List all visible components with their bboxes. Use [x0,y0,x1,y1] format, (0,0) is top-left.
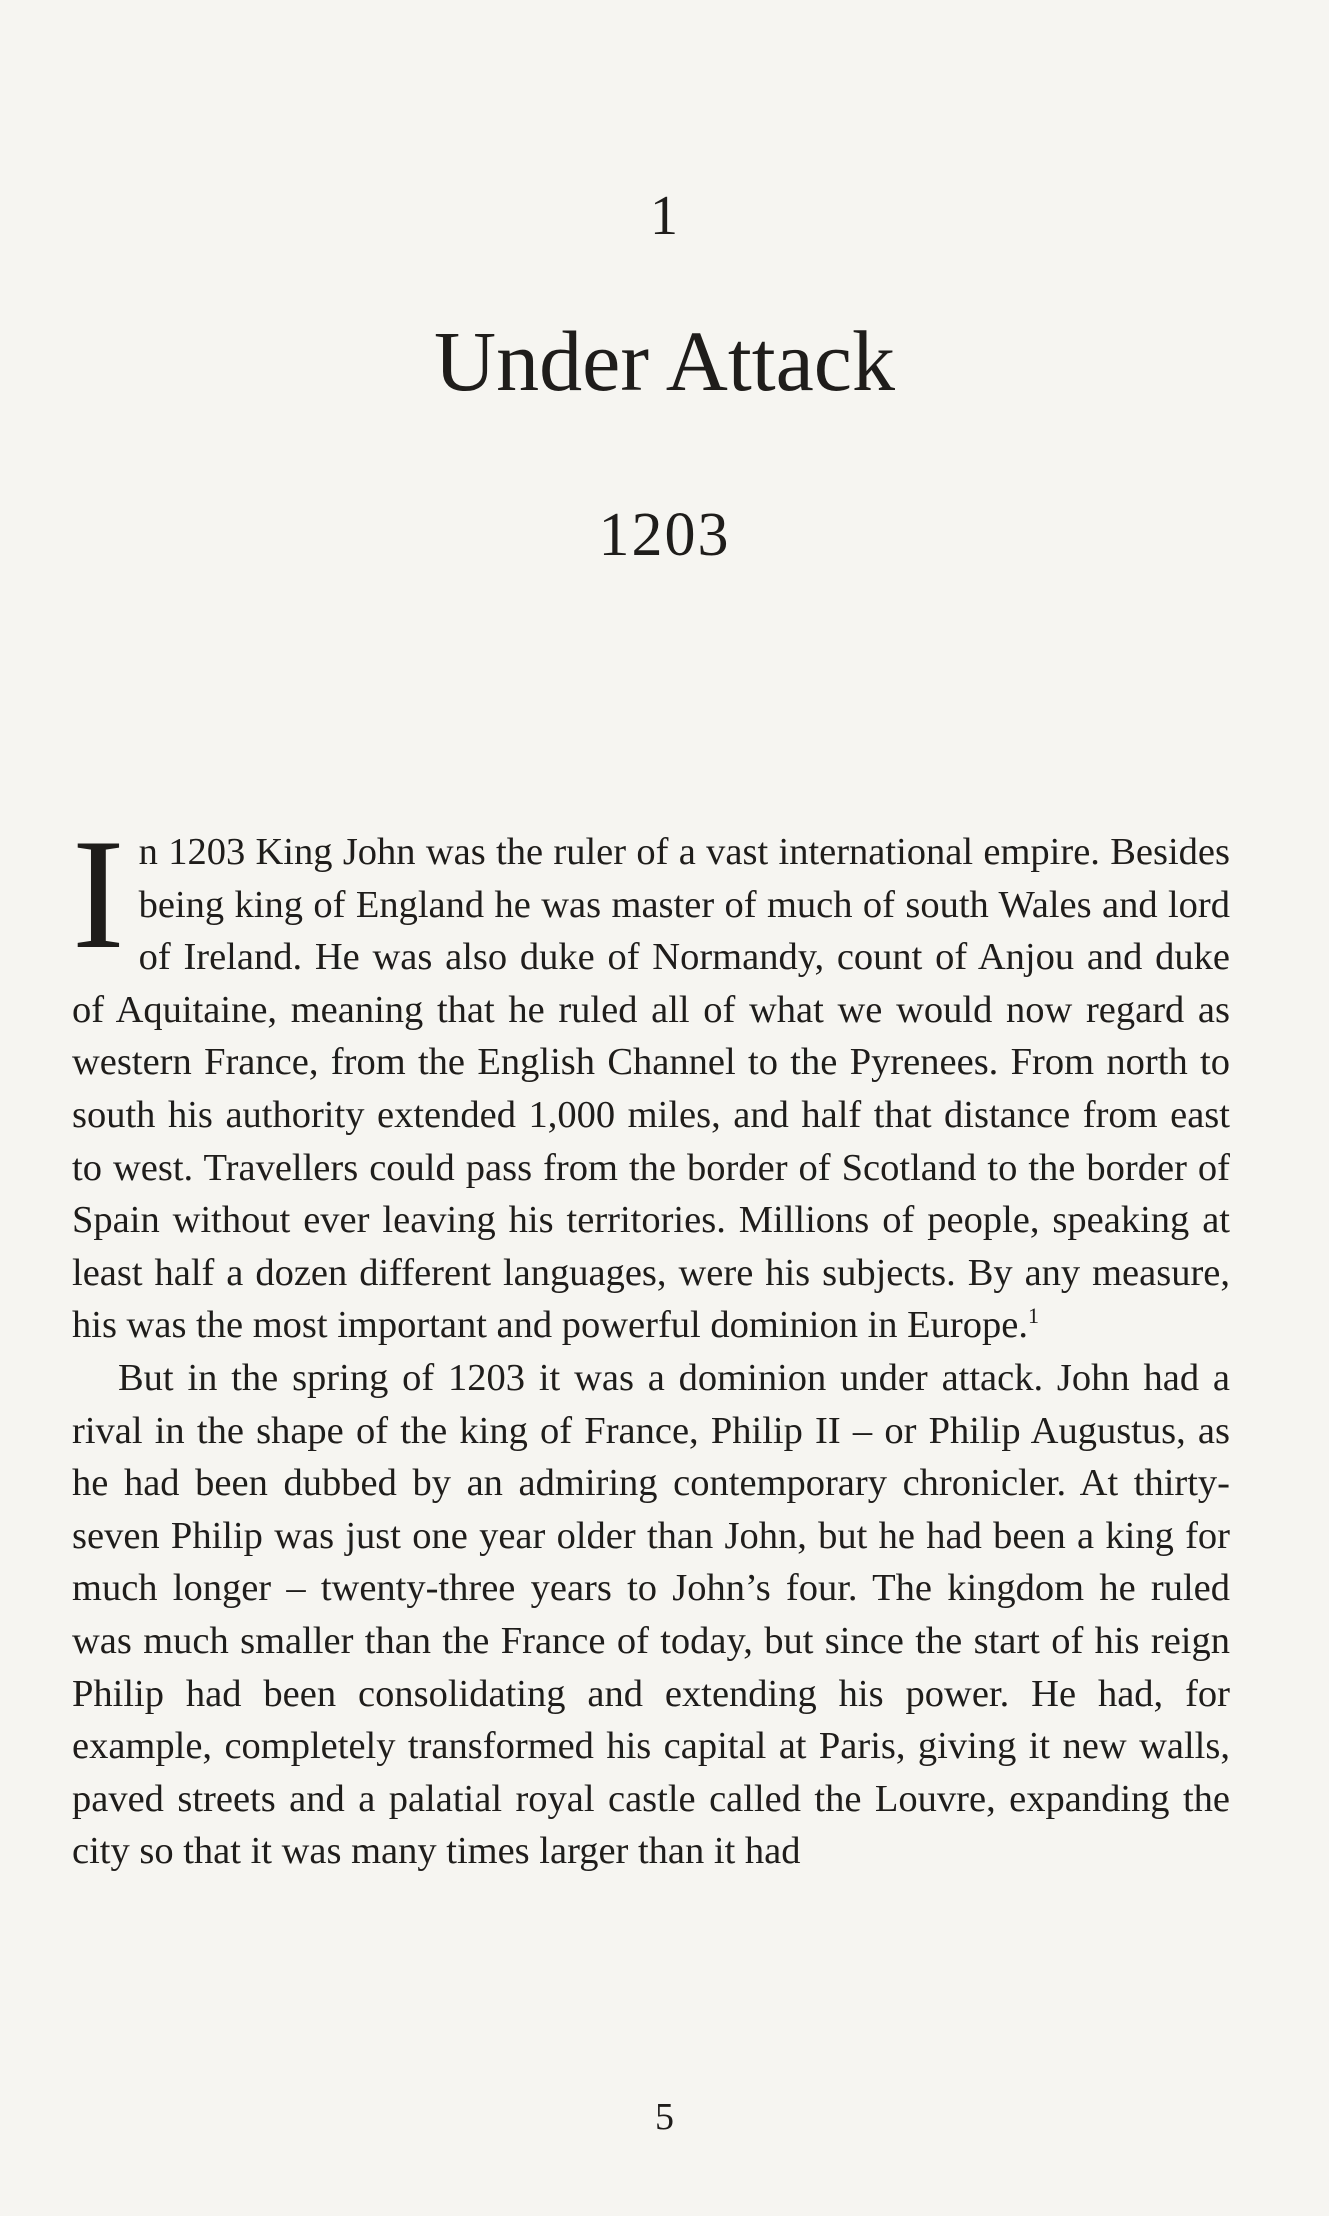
paragraph-1 [72,807,1230,1352]
chapter-body [72,807,1230,1878]
paragraph-1-text: n 1203 King John was the ruler of a vast international empire. Besides being king of England he was master of much of south Wales and lord of Ireland. He was also duke of Normandy, count of Anjou and duke of Aquitaine, meaning that he ruled all of what we would now regard as western France, from the English Channel to the Pyrenees. From north to south his authority extended 1,000 miles, and half that distance from east to west. Travellers could pass from the border of Scotland to the border of Spain without ever leaving his territories. Millions of people, speaking at least half a dozen different languages, were his subjects. By any measure, his was the most important and powerful dominion in Europe. [72,831,1230,1347]
footnote-marker[interactable]: 1 [1027,1303,1039,1329]
chapter-number: 1 [650,185,679,247]
chapter-title: Under Attack [434,313,895,409]
drop-cap: I [72,807,125,982]
chapter-year: 1203 [598,501,731,569]
page-number: 5 [655,2096,674,2138]
paragraph-2: But in the spring of 1203 it was a dominion under attack. John had a rival in the shape of the king of France, Philip II – or Philip Augustus, as he had been dubbed by an admiring contemporary chronicler. At thirty-seven Philip was just one year older than John, but he had been a king for much longer – twenty-three years to John’s four. The kingdom he ruled was much smaller than the France of today, but since the start of his reign Philip had been consolidating and extending his power. He had, for example, completely transformed his capital at Paris, giving it new walls, paved streets and a palatial royal castle called the Louvre, expanding the city so that it was many times larger than it had [72,1356,1230,1873]
